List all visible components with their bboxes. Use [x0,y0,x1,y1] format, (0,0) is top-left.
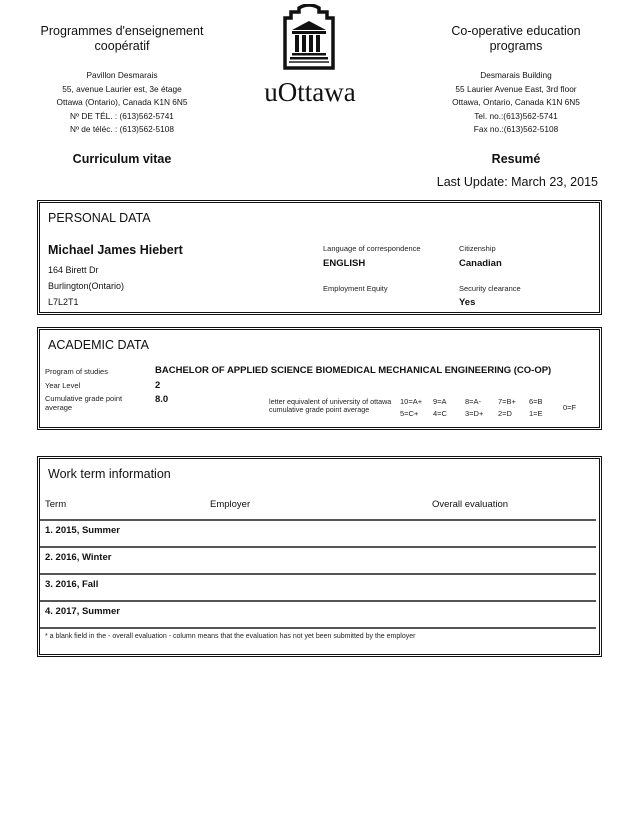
address-line: Burlington(Ontario) [48,281,125,291]
table-row [40,600,596,617]
address-line: Desmarais Building [480,70,552,80]
program-label: Program of studies [45,367,108,376]
address-fr [22,69,222,137]
student-address [48,262,124,310]
fax-line: Fax no.:(613)562-5108 [473,124,559,134]
header-french [22,24,222,166]
column-header-evaluation: Overall evaluation [432,499,509,510]
year-level-label: Year Level [45,381,81,390]
column-header-employer: Employer [210,499,251,510]
uottawa-logo [255,4,365,107]
program-value: BACHELOR OF APPLIED SCIENCE BIOMEDICAL MECHANICAL ENGINEERING (CO-OP) [155,365,552,376]
security-clearance-value: Yes [459,297,476,308]
doc-title-fr: Curriculum vitae [72,151,172,166]
evaluation-footnote: * a blank field in the - overall evaluation - column means that the evaluation has not yet been submitted by the employer [45,633,416,640]
university-building-icon [281,4,337,70]
student-name: Michael James Hiebert [48,243,183,257]
grade-scale-item: 3=D+ [465,409,484,418]
address-line: Ottawa, Ontario, Canada K1N 6N5 [452,97,580,107]
citizenship-value: Canadian [459,258,502,269]
fax-line: Nº de téléc. : (613)562-5108 [69,124,175,134]
cgpa-value: 8.0 [155,394,169,405]
work-term-section [37,456,602,657]
program-title-fr-line2: coopératif [94,39,150,53]
address-line: 55 Laurier Avenue East, 3rd floor [455,83,577,94]
address-line: Ottawa (Ontario), Canada K1N 6N5 [56,97,188,107]
program-title-fr-line1: Programmes d'enseignement [40,24,204,38]
grade-scale-item: 4=C [433,409,447,418]
grade-scale-item: 2=D [498,409,512,418]
program-title-en-line1: Co-operative education [451,24,581,38]
program-title-fr [22,24,222,54]
personal-data-section [37,200,602,315]
address-line: 164 Birett Dr [48,265,99,275]
academic-data-section [37,327,602,430]
program-title-en [416,24,616,54]
language-value: ENGLISH [323,258,366,269]
table-row [40,519,596,536]
employment-equity-label: Employment Equity [323,284,388,293]
table-row [40,573,596,590]
table-row [40,546,596,563]
phone-line: Tel. no.:(613)562-5741 [474,110,558,121]
section-title: ACADEMIC DATA [48,338,149,352]
year-level-value: 2 [155,380,161,391]
footnote-row [40,627,596,640]
letter-equivalent-label: letter equivalent of university of ottawa cumulative grade point average [269,397,392,414]
grade-scale-item: 5=C+ [400,409,419,418]
grade-scale-item: 8=A- [465,397,482,406]
logo-wordmark: uOttawa [264,77,356,107]
program-title-en-line2: programs [489,39,543,53]
security-clearance-label: Security clearance [459,284,521,293]
grade-scale-item: 7=B+ [498,397,516,406]
doc-title-en: Resumé [491,151,541,166]
last-update: Last Update: March 23, 2015 [436,175,598,189]
address-line: 55, avenue Laurier est, 3e étage [62,83,182,94]
section-title: PERSONAL DATA [48,211,151,225]
address-en [416,69,616,137]
term-label: 3. 2016, Fall [45,579,99,590]
grade-scale-item: 10=A+ [400,397,423,406]
grade-scale-item: 0=F [563,403,577,412]
term-label: 2. 2016, Winter [45,552,112,563]
header-english [416,24,616,166]
postal-code: L7L2T1 [48,297,79,307]
cgpa-label: Cumulative grade point average [45,394,123,412]
column-header-term: Term [45,499,67,510]
grade-scale-item: 1=E [529,409,543,418]
phone-line: Nº DE TÉL. : (613)562-5741 [70,110,174,121]
term-label: 4. 2017, Summer [45,606,120,617]
grade-scale-item: 6=B [529,397,543,406]
grade-scale-item: 9=A [433,397,447,406]
section-title: Work term information [48,467,171,481]
citizenship-label: Citizenship [459,244,496,253]
address-line: Pavillon Desmarais [86,70,158,80]
language-label: Language of correspondence [323,244,421,253]
term-label: 1. 2015, Summer [45,525,120,536]
